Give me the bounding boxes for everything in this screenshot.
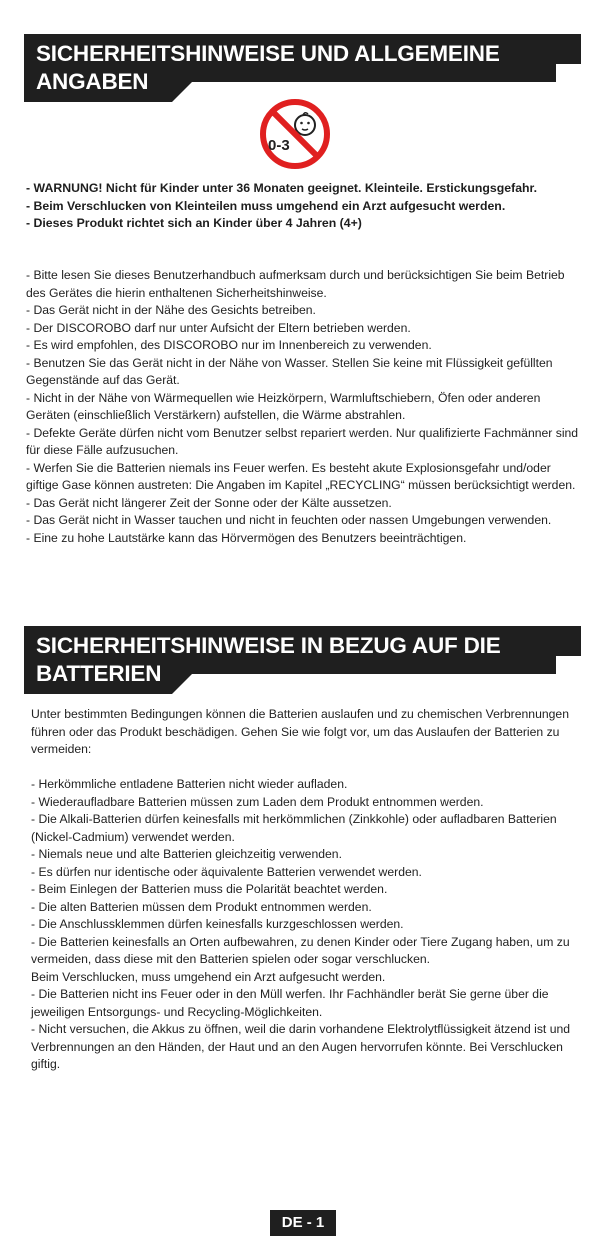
section-title: SICHERHEITSHINWEISE UND ALLGEMEINE ANGABEN (36, 41, 500, 94)
safety-item: - Der DISCOROBO darf nur unter Aufsicht der Eltern betrieben werden. (26, 320, 411, 335)
battery-instructions (31, 706, 591, 1074)
safety-item: - Das Gerät nicht in der Nähe des Gesichts betreiben. (26, 303, 316, 317)
battery-intro: Unter bestimmten Bedingungen können die Batterien auslaufen und zu chemischen Verbrennungen führen oder das Produkt beschädigen. Gehen Sie wie folgt vor, um das Auslaufen der Batterien zu vermeiden: (31, 707, 569, 756)
no-children-under-3-icon (258, 97, 332, 171)
battery-item: - Nicht versuchen, die Akkus zu öffnen, weil die darin vorhandene Elektrolytflüssigkeit ätzend ist und Verbrennungen an den Händen, der Haut und an den Augen hervorrufen könnte. Bei Verschlucken giftig. (31, 1022, 571, 1071)
warning-list (26, 180, 601, 233)
battery-item: - Die Alkali-Batterien dürfen keinesfalls mit herkömmlichen (Zinkkohle) oder aufladbaren Batterien (Nickel-Cadmium) verwendet werden. (31, 812, 557, 844)
battery-item: - Die Batterien nicht ins Feuer oder in den Müll werfen. Ihr Fachhändler berät Sie gerne über die jeweiligen Entsorgungs- und Recycling-Möglichkeiten. (31, 987, 549, 1019)
safety-item: - Bitte lesen Sie dieses Benutzerhandbuch aufmerksam durch und berücksichtigen Sie beim Betrieb des Gerätes die hierin enthaltenen Sicherheitshinweise. (26, 268, 565, 300)
safety-item: - Es wird empfohlen, des DISCOROBO nur im Innenbereich zu verwenden. (26, 338, 432, 352)
safety-item: - Benutzen Sie das Gerät nicht in der Nähe von Wasser. Stellen Sie keine mit Flüssigkeit gefüllten Gegenstände auf das Gerät. (26, 355, 553, 387)
section-banner-general-safety (24, 34, 581, 102)
warning-line: - Dieses Produkt richtet sich an Kinder über 4 Jahren (4+) (26, 216, 362, 230)
section-banner-battery-safety (24, 626, 581, 694)
safety-item: - Werfen Sie die Batterien niemals ins Feuer werfen. Es besteht akute Explosionsgefahr und/oder giftige Gase können austreten: Die Angaben im Kapitel „RECYCLING“ müssen berücksichtigt werden. (26, 460, 576, 492)
age-label: 0-3 (268, 137, 290, 154)
safety-item: - Das Gerät nicht längerer Zeit der Sonne oder der Kälte aussetzen. (26, 495, 392, 510)
safety-item: - Defekte Geräte dürfen nicht vom Benutzer selbst repariert werden. Nur qualifizierte Fachmänner sind für diese Fälle aufzusuchen. (26, 425, 579, 457)
safety-instructions (26, 267, 586, 547)
battery-item: - Beim Einlegen der Batterien muss die Polarität beachtet werden. (31, 882, 388, 896)
battery-item: - Niemals neue und alte Batterien gleichzeitig verwenden. (31, 847, 342, 861)
section-title: SICHERHEITSHINWEISE IN BEZUG AUF DIE BATTERIEN (36, 633, 501, 686)
warning-line: - WARNUNG! Nicht für Kinder unter 36 Monaten geeignet. Kleinteile. Erstickungsgefahr. (26, 181, 538, 195)
battery-item: - Die Batterien keinesfalls an Orten aufbewahren, zu denen Kinder oder Tiere Zugang haben, um zu vermeiden, dass diese mit den Batterien spielen oder sogar verschlucken. (31, 934, 570, 966)
battery-item: - Die alten Batterien müssen dem Produkt entnommen werden. (31, 899, 372, 914)
battery-item: - Es dürfen nur identische oder äquivalente Batterien verwendet werden. (31, 864, 422, 879)
safety-item: - Eine zu hohe Lautstärke kann das Hörvermögen des Benutzers beeinträchtigen. (26, 530, 467, 545)
battery-item: Beim Verschlucken, muss umgehend ein Arzt aufgesucht werden. (31, 969, 386, 984)
battery-item: - Wiederaufladbare Batterien müssen zum Laden dem Produkt entnommen werden. (31, 794, 484, 809)
battery-item: - Die Anschlussklemmen dürfen keinesfalls kurzgeschlossen werden. (31, 917, 404, 931)
battery-item: - Herkömmliche entladene Batterien nicht wieder aufladen. (31, 777, 348, 791)
safety-item: - Das Gerät nicht in Wasser tauchen und nicht in feuchten oder nassen Umgebungen verwenden. (26, 513, 552, 527)
safety-item: - Nicht in der Nähe von Wärmequellen wie Heizkörpern, Warmluftschiebern, Öfen oder anderen Geräten (einschließlich Verstärkern) aufstellen, die Wärme abstrahlen. (26, 390, 541, 422)
page-number: DE - 1 (270, 1210, 336, 1236)
warning-line: - Beim Verschlucken von Kleinteilen muss umgehend ein Arzt aufgesucht werden. (26, 198, 506, 213)
